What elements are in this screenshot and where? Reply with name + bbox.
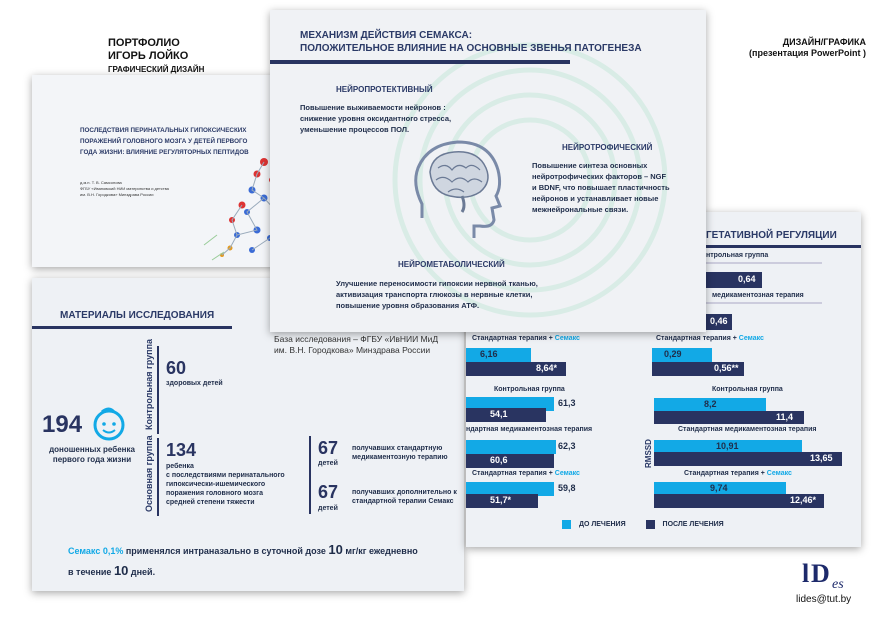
veg-title-underline <box>706 245 861 248</box>
row-label-top-control: нтрольная группа <box>706 252 769 259</box>
row-label-left-semax-top <box>472 335 580 342</box>
materials-title: МАТЕРИАЛЫ ИССЛЕДОВАНИЯ <box>60 310 215 321</box>
mechanism-title-underline <box>270 60 570 64</box>
sub1-number: 67 <box>318 438 339 458</box>
dose-unit: мг/кг ежедневно <box>342 546 418 556</box>
value-label: 62,3 <box>558 441 576 451</box>
value-label: 60,6 <box>490 455 508 465</box>
author-role: ГРАФИЧЕСКИЙ ДИЗАЙН <box>108 65 205 74</box>
value-label: 59,8 <box>558 483 576 493</box>
portfolio-label: ПОРТФОЛИО <box>108 37 180 49</box>
value-label: 11,4 <box>776 412 794 422</box>
mechanism-title-1: МЕХАНИЗМ ДЕЙСТВИЯ СЕМАКСА: <box>300 30 473 41</box>
value-label: 6,16 <box>480 349 498 359</box>
total-number: 194 <box>42 411 83 438</box>
mechanism-slide <box>270 10 706 332</box>
neurotrophic-text: Повышение синтеза основных нейротрофических факторов – NGF и BDNF, что повышает пластичность нейронов и устанавливает новые межнейрональные связи. <box>532 161 670 214</box>
value-label: 51,7* <box>490 495 512 505</box>
bar-left-std-before <box>466 454 554 468</box>
child-face-icon <box>90 406 128 442</box>
mechanism-title-2: ПОЛОЖИТЕЛЬНОЕ ВЛИЯНИЕ НА ОСНОВНЫЕ ЗВЕНЬЯ ПАТОГЕНЕЗА <box>300 43 642 54</box>
semax-text: Семакс <box>554 470 580 477</box>
head-brain-icon <box>408 134 508 244</box>
row-label-top-std: медикаментозная терапия <box>712 292 804 299</box>
bar-left-std-after <box>466 440 576 454</box>
contact-email[interactable]: lides@tut.by <box>796 594 852 605</box>
sub2-unit: детей <box>318 505 338 512</box>
lides-logo <box>802 558 852 590</box>
row-label-right-semax <box>684 470 792 477</box>
control-group-label: Контрольная группа <box>144 338 154 430</box>
sub1-unit: детей <box>318 460 338 467</box>
row-label-right-control: Контрольная группа <box>712 386 783 393</box>
design-sub: (презентация PowerPoint ) <box>749 48 866 58</box>
bar-left-control-before <box>466 408 546 422</box>
bar-top-semax-after <box>652 362 744 376</box>
bar-right-control-after <box>654 411 804 424</box>
bar-top-semax-before <box>652 348 712 362</box>
row-label-left-control: Контрольная группа <box>494 386 565 393</box>
neurometabolic-label: НЕЙРОМЕТАБОЛИЧЕСКИЙ <box>398 260 505 269</box>
legend-before-swatch <box>562 520 571 529</box>
row-label-top-semax <box>656 335 764 342</box>
neuroprotective-text: Повышение выживаемости нейронов : снижение уровня оксидантного стресса, уменьшение процессов ПОЛ. <box>300 103 452 134</box>
sub2-text: получавших дополнительно к стандартной терапии Семакс <box>352 489 457 505</box>
neurometabolic-text: Улучшение переносимости гипоксии нервной тканью, активизация транспорта глюкозы в нервные клетки, повышение уровня образования АТФ. <box>336 279 538 310</box>
legend <box>562 520 724 529</box>
main-number: 134 <box>166 440 197 460</box>
control-text: здоровых детей <box>166 380 223 387</box>
design-label: ДИЗАЙН/ГРАФИКА <box>782 37 866 47</box>
author-name: ИГОРЬ ЛОЙКО <box>108 50 189 62</box>
sub2-number: 67 <box>318 482 339 502</box>
svg-text:es: es <box>832 577 844 590</box>
duration-unit: дней. <box>128 567 156 577</box>
semax-name: Семакс 0,1% <box>68 546 124 556</box>
control-number: 60 <box>166 358 187 378</box>
svg-text:l: l <box>802 559 810 588</box>
rmssd-label: RMSSD <box>644 439 653 468</box>
duration-value: 10 <box>113 563 129 578</box>
duration-text: в течение <box>68 567 114 577</box>
total-text: доношенных ребенка первого года жизни <box>49 445 135 464</box>
portfolio-header <box>108 37 248 76</box>
value-label: 13,65 <box>810 453 833 463</box>
main-text: ребенка с последствиями перинатального гипоксически-ишемического поражения головного мозга средней степени тяжести <box>166 463 285 506</box>
value-label: 0,64 <box>738 274 756 284</box>
main-group-label: Основная группа <box>144 435 154 512</box>
veg-title: ГЕТАТИВНОЙ РЕГУЛЯЦИИ <box>706 230 837 241</box>
bar-left-semax-top-after <box>466 362 566 376</box>
design-header <box>716 37 866 59</box>
value-label: 9,74 <box>710 483 728 493</box>
row-label-left-semax <box>472 470 580 477</box>
bar-right-std-after <box>654 452 842 466</box>
dose-value: 10 <box>328 542 343 557</box>
value-label: 10,91 <box>716 441 739 451</box>
materials-title-underline <box>32 326 232 329</box>
value-label: 8,2 <box>704 399 717 409</box>
value-label: 12,46* <box>790 495 817 505</box>
sub-bracket <box>309 436 311 514</box>
legend-before-label: ДО ЛЕЧЕНИЯ <box>578 521 626 529</box>
control-group-bracket <box>157 346 159 434</box>
title-slide <box>32 75 292 267</box>
svg-text:D: D <box>811 559 830 588</box>
label-text: Стандартная терапия + <box>656 335 739 342</box>
label-text: Стандартная терапия + <box>472 335 555 342</box>
main-group-bracket <box>157 438 159 516</box>
value-label: 61,3 <box>558 398 576 408</box>
row-label-left-std: ндартная медикаментозная терапия <box>466 426 593 433</box>
bar-right-control-before <box>654 398 766 411</box>
neurotrophic-label: НЕЙРОТРОФИЧЕСКИЙ <box>562 143 653 152</box>
bar-right-semax-after <box>654 494 824 508</box>
value-label: 8,64* <box>536 363 558 373</box>
dose-text: применялся интраназально в суточной дозе <box>123 546 329 556</box>
sub1-text: получавших стандартную медикаментозную терапию <box>352 445 448 461</box>
neuroprotective-label: НЕЙРОПРОТЕКТИВНЫЙ <box>336 85 433 94</box>
bar-left-semax-top-before <box>466 348 531 362</box>
title-slide-author: д.м.н. Т. В. Самсонова ФГБУ «Ивановский НИИ материнства и детства им. В.Н. Городкова» Минздрава России <box>80 180 169 197</box>
value-label: 0,56** <box>714 363 739 373</box>
value-label: 54,1 <box>490 409 508 419</box>
bar-left-semax-before <box>466 494 538 508</box>
row-label-right-std: Стандартная медикаментозная терапия <box>678 426 817 433</box>
legend-after-swatch <box>646 520 655 529</box>
semax-text: Семакс <box>766 470 792 477</box>
semax-text: Семакс <box>738 335 764 342</box>
title-slide-title: ПОСЛЕДСТВИЯ ПЕРИНАТАЛЬНЫХ ГИПОКСИЧЕСКИХ ПОРАЖЕНИЙ ГОЛОВНОГО МОЗГА У ДЕТЕЙ ПЕРВОГО ГОДА ЖИЗНИ: ВЛИЯНИЕ РЕГУЛЯТОРНЫХ ПЕПТИДОВ <box>80 127 249 156</box>
value-label: 0,29 <box>664 349 682 359</box>
label-text: Стандартная терапия + <box>472 470 555 477</box>
semax-text: Семакс <box>554 335 580 342</box>
value-label: 0,46 <box>710 316 728 326</box>
legend-after-label: ПОСЛЕ ЛЕЧЕНИЯ <box>662 521 724 529</box>
dose-statement <box>68 540 458 582</box>
label-text: Стандартная терапия + <box>684 470 767 477</box>
study-base-text: База исследования – ФГБУ «ИвНИИ МиД им. В.Н. Городкова» Минздрава России <box>274 334 439 355</box>
